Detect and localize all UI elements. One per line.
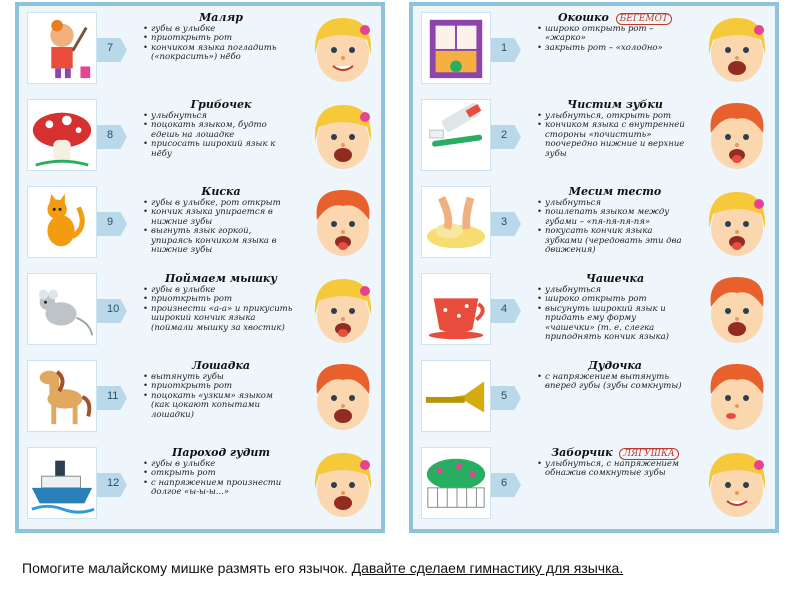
child-face-icon — [307, 358, 379, 436]
mouse-icon — [27, 273, 97, 345]
exercise-steps — [143, 286, 293, 333]
exercise-step: • произнести «а-а» и прикусить широкий кончик языка (поймали мышку за хвостик) — [143, 305, 293, 333]
child-face-icon — [701, 10, 773, 88]
exercise-step: • кончиком языка с внутренней стороны «почистить» поочередно нижние и верхние зубы — [537, 121, 687, 159]
left-exercise-panel — [15, 2, 385, 533]
steamship-icon — [27, 447, 97, 519]
exercise-steps — [537, 25, 687, 53]
exercise-step: • поцокать языком, будто едешь на лошадке — [143, 121, 293, 140]
child-face-icon — [701, 184, 773, 262]
exercise-title-text: Чистим зубки — [567, 98, 663, 111]
caption-link[interactable]: Давайте сделаем гимнастику для язычка. — [351, 560, 624, 576]
exercise-number: 11 — [107, 390, 119, 402]
exercise-row — [19, 443, 381, 529]
exercise-row — [19, 182, 381, 268]
child-face-icon — [701, 358, 773, 436]
exercise-title-text: Грибочек — [190, 98, 252, 111]
fence-icon — [421, 447, 491, 519]
exercise-steps — [143, 112, 293, 159]
exercise-steps — [143, 25, 293, 63]
child-face-icon — [701, 445, 773, 523]
exercise-title — [535, 446, 695, 459]
exercise-step: • выгнуть язык горкой, упираясь кончиком языка в нижние зубы — [143, 227, 293, 255]
exercise-step: • приоткрыть рот — [143, 34, 293, 43]
exercise-step: • кончик языка упирается в нижние зубы — [143, 208, 293, 227]
exercise-row — [19, 8, 381, 94]
caption-text: Помогите малайскому мишке размять его язычок. — [22, 560, 352, 576]
exercise-steps — [537, 112, 687, 159]
exercise-step: • приоткрыть рот — [143, 382, 293, 391]
child-face-icon — [307, 271, 379, 349]
exercise-title — [535, 359, 695, 372]
child-face-icon — [701, 271, 773, 349]
child-face-icon — [307, 184, 379, 262]
exercise-title — [141, 185, 301, 198]
exercise-title — [535, 272, 695, 285]
exercise-number: 7 — [107, 42, 114, 54]
exercise-title — [141, 11, 301, 24]
exercise-step: • губы в улыбке — [143, 286, 293, 295]
exercise-steps — [537, 286, 687, 342]
exercise-step: • улыбнуться — [537, 286, 687, 295]
exercise-step: • губы в улыбке — [143, 460, 293, 469]
exercise-row — [413, 95, 775, 181]
exercise-step: • с напряжением вытянуть вперед губы (зубы сомкнуты) — [537, 373, 687, 392]
exercise-alt-name: ЛЯГУШКА — [619, 448, 678, 460]
exercise-step: • покусать кончик языка зубками (чередовать эти два движения) — [537, 227, 687, 255]
exercise-title-text: Заборчик — [551, 446, 613, 459]
exercise-step: • губы в улыбке, рот открыт — [143, 199, 293, 208]
mushroom-icon — [27, 99, 97, 171]
exercise-row — [413, 269, 775, 355]
exercise-step: • улыбнуться, с напряжением обнажив сомкнутые зубы — [537, 460, 687, 479]
exercise-number: 10 — [107, 303, 120, 315]
horse-icon — [27, 360, 97, 432]
exercise-row — [19, 269, 381, 355]
exercise-number: 9 — [107, 216, 114, 228]
exercise-row — [19, 95, 381, 181]
exercise-steps — [537, 373, 687, 392]
exercise-title-text: Пароход гудит — [172, 446, 270, 459]
exercise-number: 8 — [107, 129, 114, 141]
exercise-step: • приоткрыть рот — [143, 295, 293, 304]
exercise-number: 6 — [501, 477, 508, 489]
exercise-step: • широко открыть рот — [537, 295, 687, 304]
exercise-step: • улыбнуться, открыть рот — [537, 112, 687, 121]
exercise-row — [413, 443, 775, 529]
exercise-title — [141, 272, 301, 285]
exercise-title — [535, 98, 695, 111]
exercise-step: • высунуть широкий язык и придать ему форму «чашечки» (т. е. слегка приподнять кончик языка) — [537, 305, 687, 343]
exercise-row — [413, 356, 775, 442]
exercise-step: • закрыть рот – «холодно» — [537, 44, 687, 53]
exercise-title — [535, 11, 695, 24]
exercise-step: • широко открыть рот – «жарко» — [537, 25, 687, 44]
clown-painter-icon — [27, 12, 97, 84]
right-exercise-panel — [409, 2, 779, 533]
exercise-step: • кончиком языка погладить («покрасить») нёбо — [143, 44, 293, 63]
exercise-step: • вытянуть губы — [143, 373, 293, 382]
exercise-number: 1 — [501, 42, 508, 54]
exercise-number: 2 — [501, 129, 508, 141]
exercise-title — [141, 359, 301, 372]
exercise-title — [141, 98, 301, 111]
exercise-title-text: Лошадка — [191, 359, 251, 372]
exercise-title-text: Месим тесто — [568, 185, 662, 198]
exercise-steps — [143, 460, 293, 498]
exercise-step: • с напряжением произнести долгое «ы-ы-ы...» — [143, 479, 293, 498]
exercise-steps — [143, 373, 293, 420]
exercise-row — [413, 182, 775, 268]
child-face-icon — [307, 445, 379, 523]
exercise-row — [413, 8, 775, 94]
window-icon — [421, 12, 491, 84]
exercise-number: 4 — [501, 303, 508, 315]
exercise-step: • присосать широкий язык к нёбу — [143, 140, 293, 159]
exercise-number: 3 — [501, 216, 508, 228]
dough-icon — [421, 186, 491, 258]
exercise-step: • поцокать «узким» языком (как цокают копытами лошадки) — [143, 392, 293, 420]
child-face-icon — [701, 97, 773, 175]
exercise-steps — [537, 199, 687, 255]
exercise-title — [535, 185, 695, 198]
exercise-number: 5 — [501, 390, 508, 402]
exercise-title-text: Дудочка — [588, 359, 642, 372]
exercise-title-text: Окошко — [558, 11, 609, 24]
child-face-icon — [307, 10, 379, 88]
exercise-step: • улыбнуться — [143, 112, 293, 121]
exercise-alt-name: БЕГЕМОТ — [616, 13, 672, 25]
horn-icon — [421, 360, 491, 432]
exercise-step: • пошлепать языком между губами – «пя-пя-пя-пя» — [537, 208, 687, 227]
exercise-title-text: Киска — [201, 185, 241, 198]
cat-icon — [27, 186, 97, 258]
exercise-step: • губы в улыбке — [143, 25, 293, 34]
exercise-step: • открыть рот — [143, 469, 293, 478]
exercise-steps — [143, 199, 293, 255]
exercise-title-text: Чашечка — [585, 272, 645, 285]
exercise-steps — [537, 460, 687, 479]
exercise-title-text: Маляр — [199, 11, 243, 24]
exercise-title — [141, 446, 301, 459]
exercise-number: 12 — [107, 477, 120, 489]
exercise-title-text: Поймаем мышку — [165, 272, 277, 285]
child-face-icon — [307, 97, 379, 175]
caption — [22, 560, 792, 576]
cup-icon — [421, 273, 491, 345]
exercise-step: • улыбнуться — [537, 199, 687, 208]
exercise-row — [19, 356, 381, 442]
toothbrush-icon — [421, 99, 491, 171]
